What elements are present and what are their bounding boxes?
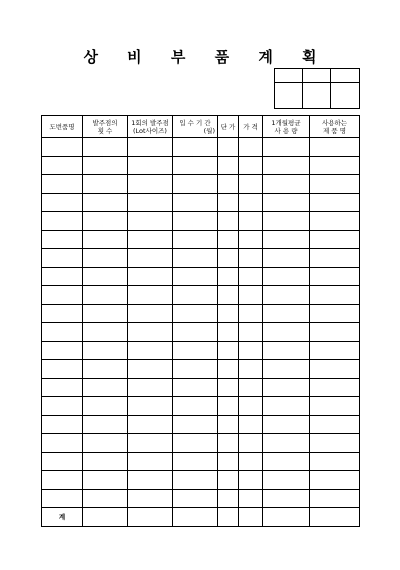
- table-row: [42, 267, 360, 286]
- table-cell[interactable]: [128, 156, 173, 175]
- table-row: [42, 156, 360, 175]
- table-cell[interactable]: [310, 212, 360, 231]
- table-cell[interactable]: [83, 508, 128, 527]
- table-cell[interactable]: [173, 489, 218, 508]
- table-cell[interactable]: [239, 452, 263, 471]
- table-cell[interactable]: [128, 360, 173, 379]
- table-cell[interactable]: [173, 323, 218, 342]
- table-cell[interactable]: [218, 360, 239, 379]
- table-cell[interactable]: [310, 323, 360, 342]
- table-cell[interactable]: [173, 508, 218, 527]
- table-row: [42, 323, 360, 342]
- table-cell[interactable]: [173, 212, 218, 231]
- table-cell[interactable]: [239, 434, 263, 453]
- table-cell[interactable]: [310, 397, 360, 416]
- table-row: [42, 175, 360, 194]
- table-cell[interactable]: [218, 508, 239, 527]
- table-cell[interactable]: [218, 323, 239, 342]
- table-cell[interactable]: [239, 323, 263, 342]
- table-cell[interactable]: [42, 175, 83, 194]
- table-cell[interactable]: [173, 360, 218, 379]
- table-cell[interactable]: [128, 175, 173, 194]
- total-label: 계: [42, 508, 83, 527]
- table-cell[interactable]: [263, 304, 310, 323]
- table-cell[interactable]: [42, 156, 83, 175]
- table-cell[interactable]: [128, 341, 173, 360]
- table-cell[interactable]: [218, 415, 239, 434]
- table-cell[interactable]: [42, 286, 83, 305]
- table-row: [42, 212, 360, 231]
- table-cell[interactable]: [310, 508, 360, 527]
- table-cell[interactable]: [310, 434, 360, 453]
- approval-cell: [303, 83, 331, 109]
- table-cell[interactable]: [310, 341, 360, 360]
- table-cell[interactable]: [263, 249, 310, 268]
- table-cell[interactable]: [83, 471, 128, 490]
- table-cell[interactable]: [42, 452, 83, 471]
- table-cell[interactable]: [263, 434, 310, 453]
- table-cell[interactable]: [263, 156, 310, 175]
- table-cell[interactable]: [263, 286, 310, 305]
- table-cell[interactable]: [128, 286, 173, 305]
- table-cell[interactable]: [239, 341, 263, 360]
- table-cell[interactable]: [263, 193, 310, 212]
- table-cell[interactable]: [42, 193, 83, 212]
- header-unit-price: 단 가: [218, 116, 239, 138]
- table-cell[interactable]: [239, 193, 263, 212]
- table-cell[interactable]: [83, 489, 128, 508]
- table-cell[interactable]: [128, 452, 173, 471]
- table-cell[interactable]: [42, 138, 83, 157]
- table-cell[interactable]: [218, 341, 239, 360]
- table-cell[interactable]: [128, 230, 173, 249]
- table-cell[interactable]: [263, 267, 310, 286]
- table-cell[interactable]: [173, 286, 218, 305]
- table-cell[interactable]: [42, 323, 83, 342]
- table-row: [42, 138, 360, 157]
- table-cell[interactable]: [263, 175, 310, 194]
- table-cell[interactable]: [173, 267, 218, 286]
- table-row: [42, 304, 360, 323]
- approval-cell: [303, 69, 331, 83]
- table-row: [42, 341, 360, 360]
- table-cell[interactable]: [263, 471, 310, 490]
- table-cell[interactable]: [42, 434, 83, 453]
- table-cell[interactable]: [42, 341, 83, 360]
- table-cell[interactable]: [239, 415, 263, 434]
- table-cell[interactable]: [263, 323, 310, 342]
- table-cell[interactable]: [218, 304, 239, 323]
- table-cell[interactable]: [218, 286, 239, 305]
- table-cell[interactable]: [173, 471, 218, 490]
- table-cell[interactable]: [239, 138, 263, 157]
- table-cell[interactable]: [310, 415, 360, 434]
- table-cell[interactable]: [263, 138, 310, 157]
- approval-box: [274, 68, 360, 109]
- table-cell[interactable]: [239, 175, 263, 194]
- table-cell[interactable]: [263, 360, 310, 379]
- table-cell[interactable]: [128, 489, 173, 508]
- table-cell[interactable]: [128, 471, 173, 490]
- table-cell[interactable]: [83, 249, 128, 268]
- table-cell[interactable]: [263, 489, 310, 508]
- table-cell[interactable]: [42, 378, 83, 397]
- approval-cell: [331, 69, 360, 83]
- table-row: [42, 415, 360, 434]
- table-cell[interactable]: [42, 489, 83, 508]
- table-cell[interactable]: [173, 378, 218, 397]
- table-cell[interactable]: [263, 230, 310, 249]
- table-cell[interactable]: [83, 304, 128, 323]
- table-cell[interactable]: [83, 323, 128, 342]
- table-cell[interactable]: [310, 156, 360, 175]
- table-cell[interactable]: [173, 249, 218, 268]
- table-row: [42, 489, 360, 508]
- table-cell[interactable]: [239, 397, 263, 416]
- table-cell[interactable]: [42, 230, 83, 249]
- table-cell[interactable]: [239, 230, 263, 249]
- table-cell[interactable]: [239, 249, 263, 268]
- table-cell[interactable]: [218, 212, 239, 231]
- table-cell[interactable]: [310, 489, 360, 508]
- table-row: [42, 452, 360, 471]
- table-cell[interactable]: [263, 397, 310, 416]
- table-cell[interactable]: [218, 471, 239, 490]
- table-cell[interactable]: [263, 508, 310, 527]
- table-cell[interactable]: [128, 304, 173, 323]
- table-cell[interactable]: [239, 286, 263, 305]
- table-row: [42, 230, 360, 249]
- table-cell[interactable]: [42, 415, 83, 434]
- header-monthly-usage: 1개월평균 사 용 량: [263, 116, 310, 138]
- table-cell[interactable]: [310, 452, 360, 471]
- table-cell[interactable]: [218, 267, 239, 286]
- table-row: [42, 286, 360, 305]
- table-cell[interactable]: [218, 434, 239, 453]
- table-row: [42, 360, 360, 379]
- table-cell[interactable]: [128, 508, 173, 527]
- table-cell[interactable]: [42, 249, 83, 268]
- table-cell[interactable]: [128, 397, 173, 416]
- table-cell[interactable]: [83, 378, 128, 397]
- table-cell[interactable]: [173, 193, 218, 212]
- table-cell[interactable]: [173, 156, 218, 175]
- table-cell[interactable]: [239, 360, 263, 379]
- table-cell[interactable]: [239, 471, 263, 490]
- table-cell[interactable]: [83, 434, 128, 453]
- header-product-name: 사용하는 제 품 명: [310, 116, 360, 138]
- table-cell[interactable]: [263, 415, 310, 434]
- table-cell[interactable]: [173, 304, 218, 323]
- table-cell[interactable]: [173, 175, 218, 194]
- table-cell[interactable]: [128, 249, 173, 268]
- table-cell[interactable]: [128, 323, 173, 342]
- approval-cell: [275, 69, 303, 83]
- table-cell[interactable]: [83, 341, 128, 360]
- table-cell[interactable]: [239, 508, 263, 527]
- table-cell[interactable]: [218, 397, 239, 416]
- table-cell[interactable]: [128, 267, 173, 286]
- table-cell[interactable]: [83, 415, 128, 434]
- table-cell[interactable]: [173, 452, 218, 471]
- table-cell[interactable]: [263, 212, 310, 231]
- table-cell[interactable]: [239, 267, 263, 286]
- table-cell[interactable]: [128, 212, 173, 231]
- table-cell[interactable]: [218, 378, 239, 397]
- table-cell[interactable]: [83, 193, 128, 212]
- table-cell[interactable]: [310, 249, 360, 268]
- table-cell[interactable]: [263, 378, 310, 397]
- table-cell[interactable]: [218, 156, 239, 175]
- total-row: [42, 508, 360, 527]
- table-cell[interactable]: [173, 397, 218, 416]
- table-cell[interactable]: [239, 156, 263, 175]
- table-cell[interactable]: [310, 471, 360, 490]
- approval-cell: [331, 83, 360, 109]
- table-row: [42, 434, 360, 453]
- table-cell[interactable]: [173, 415, 218, 434]
- table-cell[interactable]: [218, 230, 239, 249]
- table-cell[interactable]: [128, 434, 173, 453]
- table-cell[interactable]: [83, 286, 128, 305]
- table-row: [42, 249, 360, 268]
- document-title: 상 비 부 품 계 획: [83, 48, 329, 66]
- table-cell[interactable]: [218, 138, 239, 157]
- table-cell[interactable]: [310, 286, 360, 305]
- table-cell[interactable]: [310, 193, 360, 212]
- table-cell[interactable]: [218, 489, 239, 508]
- table-cell[interactable]: [239, 378, 263, 397]
- table-cell[interactable]: [42, 267, 83, 286]
- table-cell[interactable]: [218, 452, 239, 471]
- table-cell[interactable]: [239, 489, 263, 508]
- table-cell[interactable]: [42, 360, 83, 379]
- table-cell[interactable]: [173, 341, 218, 360]
- header-order-count: 발주점의 횟 수: [83, 116, 128, 138]
- table-cell[interactable]: [42, 212, 83, 231]
- table-cell[interactable]: [83, 360, 128, 379]
- table-cell[interactable]: [128, 415, 173, 434]
- table-cell[interactable]: [83, 212, 128, 231]
- table-cell[interactable]: [173, 434, 218, 453]
- table-cell[interactable]: [128, 138, 173, 157]
- table-cell[interactable]: [83, 156, 128, 175]
- table-cell[interactable]: [83, 230, 128, 249]
- table-cell[interactable]: [218, 175, 239, 194]
- table-cell[interactable]: [310, 138, 360, 157]
- table-cell[interactable]: [310, 378, 360, 397]
- table-cell[interactable]: [263, 341, 310, 360]
- table-cell[interactable]: [310, 175, 360, 194]
- table-cell[interactable]: [83, 452, 128, 471]
- table-cell[interactable]: [239, 304, 263, 323]
- table-cell[interactable]: [128, 378, 173, 397]
- header-price: 가 격: [239, 116, 263, 138]
- spare-parts-plan-table: [41, 115, 360, 527]
- table-cell[interactable]: [263, 452, 310, 471]
- table-cell[interactable]: [173, 230, 218, 249]
- table-row: [42, 397, 360, 416]
- table-cell[interactable]: [173, 138, 218, 157]
- table-cell[interactable]: [42, 397, 83, 416]
- table-cell[interactable]: [310, 304, 360, 323]
- table-cell[interactable]: [310, 230, 360, 249]
- table-cell[interactable]: [218, 249, 239, 268]
- table-cell[interactable]: [128, 193, 173, 212]
- header-lot-size: 1회의 발주점 (Lot사이즈): [128, 116, 173, 138]
- table-cell[interactable]: [42, 304, 83, 323]
- table-cell[interactable]: [83, 175, 128, 194]
- table-cell[interactable]: [310, 360, 360, 379]
- table-cell[interactable]: [239, 212, 263, 231]
- table-cell[interactable]: [310, 267, 360, 286]
- table-cell[interactable]: [83, 397, 128, 416]
- header-part-name: 도번품명: [42, 116, 83, 138]
- table-row: [42, 378, 360, 397]
- table-cell[interactable]: [83, 138, 128, 157]
- table-cell[interactable]: [218, 193, 239, 212]
- header-row: [42, 116, 360, 138]
- table-cell[interactable]: [83, 267, 128, 286]
- table-body: [42, 138, 360, 508]
- table-row: [42, 471, 360, 490]
- approval-cell: [275, 83, 303, 109]
- header-lead-time: 입 수 기 간 (월): [173, 116, 218, 138]
- table-cell[interactable]: [42, 471, 83, 490]
- table-row: [42, 193, 360, 212]
